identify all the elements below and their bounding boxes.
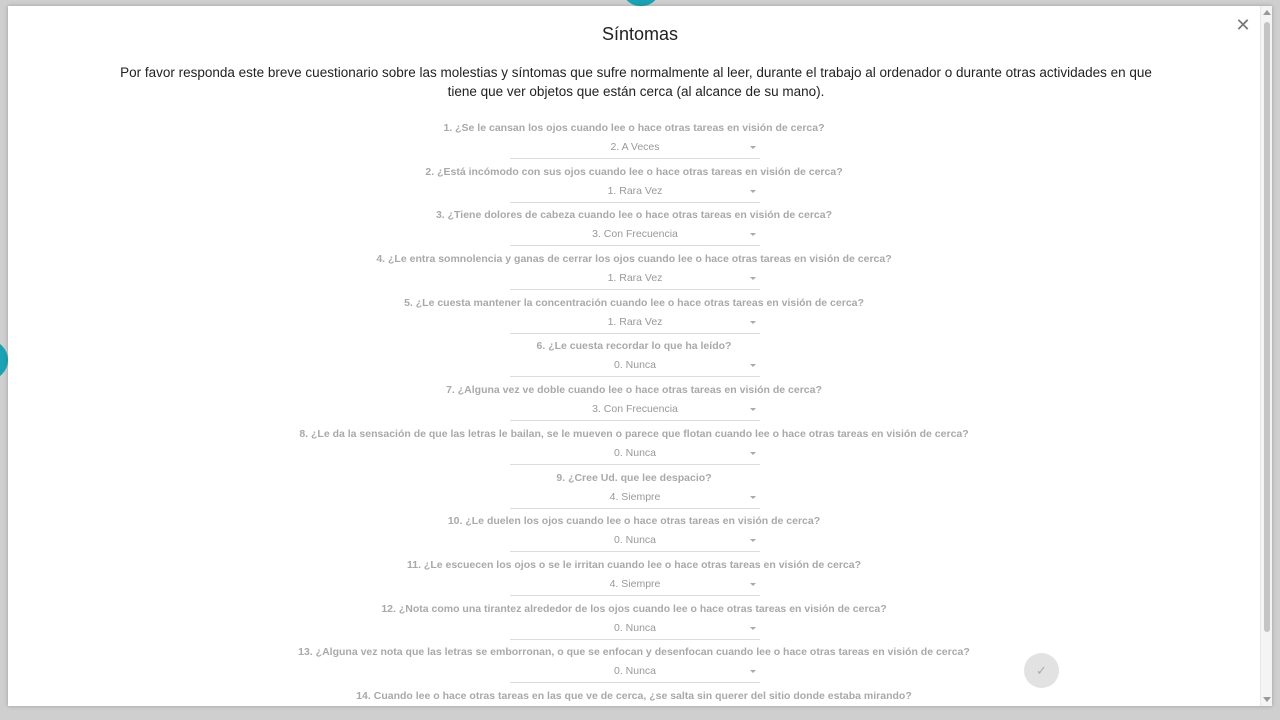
- question-item: [8, 250, 1260, 294]
- question-item: [8, 469, 1260, 513]
- close-icon[interactable]: ✕: [1235, 15, 1251, 35]
- question-item: [8, 687, 1260, 706]
- answer-select[interactable]: [510, 356, 760, 377]
- chevron-down-icon: [750, 452, 756, 455]
- question-label: 1. ¿Se le cansan los ojos cuando lee o hace otras tareas en visión de cerca?: [443, 122, 825, 134]
- answer-value: 3. Con Frecuencia: [592, 228, 678, 241]
- question-item: [8, 425, 1260, 469]
- answer-value: 0. Nunca: [613, 446, 657, 459]
- chevron-down-icon: [750, 321, 756, 324]
- answer-value: 0. Nunca: [613, 621, 657, 634]
- answer-select[interactable]: [510, 138, 760, 159]
- answer-value: 0. Nunca: [613, 359, 657, 372]
- submit-check-button[interactable]: [1024, 653, 1059, 688]
- question-label: 13. ¿Alguna vez nota que las letras se emborronan, o que se enfocan y desenfocan cuando lee o hace otras tareas en visión de cerca?: [298, 646, 970, 659]
- answer-value: 0. Nunca: [613, 665, 657, 678]
- question-label: 4. ¿Le entra somnolencia y ganas de cerrar los ojos cuando lee o hace otras tareas en visión de cerca?: [376, 253, 892, 266]
- scroll-up-icon[interactable]: [1263, 10, 1271, 15]
- scrollbar[interactable]: [1260, 6, 1272, 706]
- question-label: 9. ¿Cree Ud. que lee despacio?: [556, 471, 712, 484]
- question-item: [8, 337, 1260, 381]
- answer-select[interactable]: [510, 182, 760, 203]
- answer-select[interactable]: [510, 662, 760, 683]
- answer-select[interactable]: [510, 488, 760, 509]
- chevron-down-icon: [750, 233, 756, 236]
- chevron-down-icon: [750, 496, 756, 499]
- chevron-down-icon: [750, 583, 756, 586]
- answer-value: 4. Siempre: [609, 577, 661, 590]
- chevron-down-icon: [750, 539, 756, 542]
- answer-value: 1. Rara Vez: [607, 272, 663, 285]
- question-item: [8, 381, 1260, 425]
- question-label: 6. ¿Le cuesta recordar lo que ha leído?: [536, 340, 732, 353]
- question-label: 10. ¿Le duelen los ojos cuando lee o hace otras tareas en visión de cerca?: [447, 515, 821, 528]
- chevron-down-icon: [750, 627, 756, 630]
- question-label: 5. ¿Le cuesta mantener la concentración cuando lee o hace otras tareas en visión de cerca?: [404, 296, 864, 309]
- questionnaire: [8, 119, 1260, 706]
- question-item: [8, 600, 1260, 644]
- question-item: [8, 643, 1260, 687]
- question-label: 3. ¿Tiene dolores de cabeza cuando lee o hace otras tareas en visión de cerca?: [435, 209, 833, 222]
- answer-select[interactable]: [510, 313, 760, 334]
- question-item: [8, 119, 1260, 163]
- answer-value: 4. Siempre: [609, 490, 661, 503]
- question-label: 2. ¿Está incómodo con sus ojos cuando lee o hace otras tareas en visión de cerca?: [425, 165, 843, 178]
- answer-value: 1. Rara Vez: [607, 184, 663, 197]
- symptoms-modal: [8, 6, 1272, 706]
- chevron-down-icon: [750, 146, 756, 149]
- answer-select[interactable]: [510, 225, 760, 246]
- check-icon: ✓: [1036, 663, 1047, 678]
- question-label: 14. Cuando lee o hace otras tareas en las que ve de cerca, ¿se salta sin querer del sitio donde estaba mirando?: [356, 689, 912, 702]
- question-label: 7. ¿Alguna vez ve doble cuando lee o hace otras tareas en visión de cerca?: [446, 384, 822, 397]
- answer-select[interactable]: [510, 400, 760, 421]
- scroll-thumb[interactable]: [1264, 22, 1270, 632]
- chevron-down-icon: [750, 277, 756, 280]
- chevron-down-icon: [750, 670, 756, 673]
- answer-select[interactable]: [510, 444, 760, 465]
- question-label: 8. ¿Le da la sensación de que las letras le bailan, se le mueven o parece que flotan cuando lee o hace otras tareas en visión de cerca?: [299, 427, 969, 440]
- chevron-down-icon: [750, 408, 756, 411]
- question-item: [8, 512, 1260, 556]
- scroll-down-icon[interactable]: [1263, 697, 1271, 702]
- question-item: [8, 556, 1260, 600]
- question-item: [8, 206, 1260, 250]
- answer-select[interactable]: [510, 575, 760, 596]
- question-label: 12. ¿Nota como una tirantez alrededor de los ojos cuando lee o hace otras tareas en visión de cerca?: [381, 602, 887, 615]
- answer-value: 3. Con Frecuencia: [592, 403, 678, 416]
- answer-select[interactable]: [510, 269, 760, 290]
- answer-value: 0. Nunca: [613, 534, 657, 547]
- question-item: [8, 163, 1260, 207]
- answer-select[interactable]: [510, 531, 760, 552]
- answer-value: 2. A Veces: [610, 141, 660, 153]
- chevron-down-icon: [750, 190, 756, 193]
- answer-value: 1. Rara Vez: [607, 315, 663, 328]
- modal-title: Síntomas: [601, 24, 679, 44]
- background-accent-left: [0, 340, 8, 380]
- question-label: 11. ¿Le escuecen los ojos o se le irritan cuando lee o hace otras tareas en visión de cerca?: [406, 558, 862, 571]
- chevron-down-icon: [750, 364, 756, 367]
- question-item: [8, 294, 1260, 338]
- answer-select[interactable]: [510, 619, 760, 640]
- intro-text: Por favor responda este breve cuestionario sobre las molestias y síntomas que sufre normalmente al leer, durante el trabajo al ordenador o durante otras actividades en que tiene que ver objetos que están cerca (al alcance de su mano).: [120, 65, 1152, 99]
